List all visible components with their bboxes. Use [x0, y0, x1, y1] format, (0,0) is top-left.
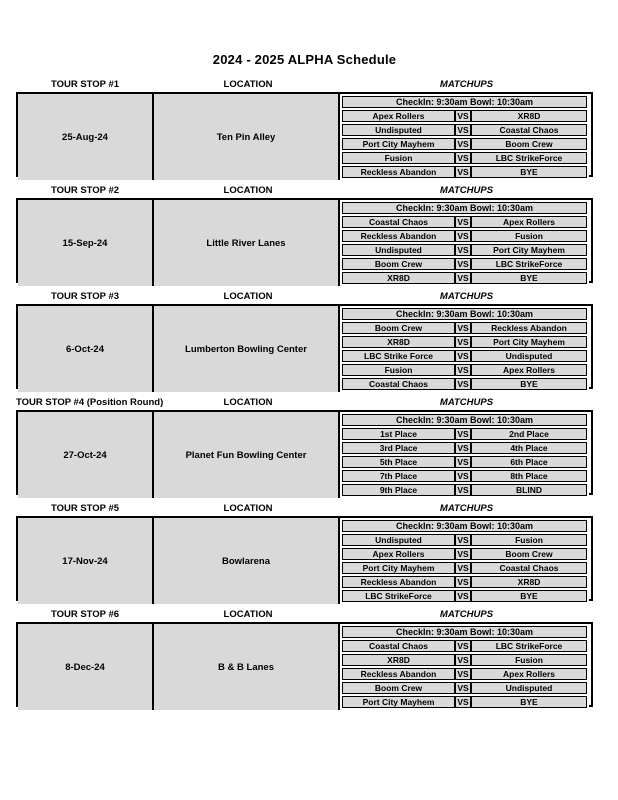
tour-stop-label: TOUR STOP #5 — [50, 503, 120, 514]
team-left-cell: 3rd Place — [342, 442, 455, 454]
vs-cell: VS — [455, 456, 471, 468]
matchup-row — [342, 166, 587, 178]
team-right-cell: Fusion — [471, 534, 587, 546]
matchup-row — [342, 110, 587, 122]
matchup-row — [342, 668, 587, 680]
date-cell: 8-Dec-24 — [18, 624, 154, 710]
team-left-cell: XR8D — [342, 272, 455, 284]
matchup-row — [342, 442, 587, 454]
matchup-row — [342, 322, 587, 334]
vs-cell: VS — [455, 378, 471, 390]
team-left-cell: Coastal Chaos — [342, 640, 455, 652]
vs-cell: VS — [455, 322, 471, 334]
team-left-cell: Fusion — [342, 152, 455, 164]
vs-cell: VS — [455, 484, 471, 496]
checkin-cell: CheckIn: 9:30am Bowl: 10:30am — [342, 520, 587, 532]
team-left-cell: Undisputed — [342, 244, 455, 256]
date-cell: 6-Oct-24 — [18, 306, 154, 392]
vs-cell: VS — [455, 534, 471, 546]
date-cell: 27-Oct-24 — [18, 412, 154, 498]
matchup-row — [342, 590, 587, 602]
block-header-row — [16, 609, 593, 620]
location-cell: Bowlarena — [154, 518, 340, 604]
matchup-row — [342, 654, 587, 666]
tour-stop-table — [16, 410, 593, 495]
matchups-table — [340, 412, 589, 498]
team-left-cell: Apex Rollers — [342, 110, 455, 122]
team-right-cell: Coastal Chaos — [471, 124, 587, 136]
matchup-row — [342, 428, 587, 440]
date-cell: 17-Nov-24 — [18, 518, 154, 604]
team-left-cell: Reckless Abandon — [342, 166, 455, 178]
team-right-cell: Undisputed — [471, 682, 587, 694]
team-right-cell: XR8D — [471, 576, 587, 588]
team-left-cell: Boom Crew — [342, 258, 455, 270]
matchup-row — [342, 152, 587, 164]
matchup-row — [342, 216, 587, 228]
matchups-table — [340, 518, 589, 604]
matchup-row — [342, 484, 587, 496]
tour-stop-label: TOUR STOP #2 — [50, 185, 120, 196]
matchup-row — [342, 682, 587, 694]
matchup-row — [342, 138, 587, 150]
tour-stop-table — [16, 622, 593, 707]
checkin-row — [342, 202, 587, 214]
team-left-cell: Undisputed — [342, 534, 455, 546]
location-header: LOCATION — [223, 291, 273, 302]
matchup-row — [342, 336, 587, 348]
team-right-cell: Reckless Abandon — [471, 322, 587, 334]
team-right-cell: LBC StrikeForce — [471, 152, 587, 164]
tour-stop-block — [16, 609, 593, 707]
team-left-cell: Boom Crew — [342, 682, 455, 694]
team-left-cell: Port City Mayhem — [342, 696, 455, 708]
tour-stop-label: TOUR STOP #6 — [50, 609, 120, 620]
vs-cell: VS — [455, 428, 471, 440]
checkin-cell: CheckIn: 9:30am Bowl: 10:30am — [342, 626, 587, 638]
team-left-cell: Coastal Chaos — [342, 378, 455, 390]
location-header: LOCATION — [223, 609, 273, 620]
tour-stop-table — [16, 304, 593, 389]
matchups-header: MATCHUPS — [439, 397, 494, 408]
location-cell: Lumberton Bowling Center — [154, 306, 340, 392]
vs-cell: VS — [455, 272, 471, 284]
vs-cell: VS — [455, 350, 471, 362]
location-cell: B & B Lanes — [154, 624, 340, 710]
vs-cell: VS — [455, 138, 471, 150]
schedule-page — [16, 0, 593, 707]
location-header: LOCATION — [223, 79, 273, 90]
vs-cell: VS — [455, 216, 471, 228]
checkin-row — [342, 96, 587, 108]
matchups-header: MATCHUPS — [439, 185, 494, 196]
team-left-cell: 9th Place — [342, 484, 455, 496]
team-right-cell: Fusion — [471, 230, 587, 242]
matchup-row — [342, 696, 587, 708]
tour-stop-label: TOUR STOP #1 — [50, 79, 120, 90]
matchup-row — [342, 350, 587, 362]
team-right-cell: Port City Mayhem — [471, 244, 587, 256]
location-cell: Little River Lanes — [154, 200, 340, 286]
location-header: LOCATION — [223, 503, 273, 514]
matchup-row — [342, 576, 587, 588]
tour-stop-block — [16, 291, 593, 389]
team-right-cell: Boom Crew — [471, 138, 587, 150]
team-right-cell: BYE — [471, 272, 587, 284]
checkin-cell: CheckIn: 9:30am Bowl: 10:30am — [342, 414, 587, 426]
team-right-cell: Boom Crew — [471, 548, 587, 560]
vs-cell: VS — [455, 244, 471, 256]
team-left-cell: LBC Strike Force — [342, 350, 455, 362]
team-right-cell: LBC StrikeForce — [471, 640, 587, 652]
team-right-cell: Port City Mayhem — [471, 336, 587, 348]
team-left-cell: Reckless Abandon — [342, 230, 455, 242]
team-right-cell: XR8D — [471, 110, 587, 122]
team-right-cell: BLIND — [471, 484, 587, 496]
team-left-cell: 7th Place — [342, 470, 455, 482]
tour-stop-label: TOUR STOP #4 (Position Round) — [16, 397, 164, 408]
matchup-row — [342, 470, 587, 482]
matchups-header: MATCHUPS — [439, 609, 494, 620]
team-right-cell: BYE — [471, 166, 587, 178]
matchup-row — [342, 562, 587, 574]
vs-cell: VS — [455, 442, 471, 454]
team-right-cell: 2nd Place — [471, 428, 587, 440]
vs-cell: VS — [455, 470, 471, 482]
matchup-row — [342, 258, 587, 270]
matchups-table — [340, 200, 589, 286]
matchup-row — [342, 378, 587, 390]
matchup-row — [342, 272, 587, 284]
team-right-cell: BYE — [471, 696, 587, 708]
checkin-cell: CheckIn: 9:30am Bowl: 10:30am — [342, 202, 587, 214]
location-cell: Planet Fun Bowling Center — [154, 412, 340, 498]
matchups-header: MATCHUPS — [439, 79, 494, 90]
checkin-row — [342, 626, 587, 638]
vs-cell: VS — [455, 258, 471, 270]
matchup-row — [342, 124, 587, 136]
team-right-cell: Apex Rollers — [471, 668, 587, 680]
team-right-cell: BYE — [471, 378, 587, 390]
matchup-row — [342, 548, 587, 560]
block-header-row — [16, 79, 593, 90]
vs-cell: VS — [455, 590, 471, 602]
team-left-cell: XR8D — [342, 654, 455, 666]
tour-stop-table — [16, 198, 593, 283]
vs-cell: VS — [455, 124, 471, 136]
matchup-row — [342, 456, 587, 468]
matchups-table — [340, 94, 589, 180]
schedule-blocks — [16, 79, 593, 707]
tour-stop-block — [16, 79, 593, 177]
block-header-row — [16, 397, 593, 408]
matchups-header: MATCHUPS — [439, 503, 494, 514]
matchups-header: MATCHUPS — [439, 291, 494, 302]
tour-stop-block — [16, 185, 593, 283]
team-left-cell: Coastal Chaos — [342, 216, 455, 228]
block-header-row — [16, 503, 593, 514]
matchup-row — [342, 230, 587, 242]
vs-cell: VS — [455, 110, 471, 122]
vs-cell: VS — [455, 654, 471, 666]
vs-cell: VS — [455, 668, 471, 680]
team-right-cell: 6th Place — [471, 456, 587, 468]
team-left-cell: 1st Place — [342, 428, 455, 440]
tour-stop-block — [16, 503, 593, 601]
team-left-cell: Port City Mayhem — [342, 562, 455, 574]
team-right-cell: Coastal Chaos — [471, 562, 587, 574]
team-left-cell: Apex Rollers — [342, 548, 455, 560]
matchups-table — [340, 306, 589, 392]
tour-stop-block — [16, 397, 593, 495]
location-cell: Ten Pin Alley — [154, 94, 340, 180]
team-left-cell: Boom Crew — [342, 322, 455, 334]
team-left-cell: XR8D — [342, 336, 455, 348]
location-header: LOCATION — [223, 397, 273, 408]
checkin-row — [342, 414, 587, 426]
team-right-cell: Apex Rollers — [471, 216, 587, 228]
team-right-cell: Apex Rollers — [471, 364, 587, 376]
team-left-cell: 5th Place — [342, 456, 455, 468]
tour-stop-label: TOUR STOP #3 — [50, 291, 120, 302]
checkin-cell: CheckIn: 9:30am Bowl: 10:30am — [342, 308, 587, 320]
team-right-cell: Fusion — [471, 654, 587, 666]
team-right-cell: Undisputed — [471, 350, 587, 362]
vs-cell: VS — [455, 230, 471, 242]
matchup-row — [342, 364, 587, 376]
block-header-row — [16, 185, 593, 196]
team-right-cell: BYE — [471, 590, 587, 602]
team-left-cell: Fusion — [342, 364, 455, 376]
team-left-cell: Reckless Abandon — [342, 576, 455, 588]
vs-cell: VS — [455, 166, 471, 178]
block-header-row — [16, 291, 593, 302]
vs-cell: VS — [455, 696, 471, 708]
page-title: 2024 - 2025 ALPHA Schedule — [212, 52, 397, 67]
checkin-row — [342, 308, 587, 320]
matchup-row — [342, 534, 587, 546]
vs-cell: VS — [455, 336, 471, 348]
vs-cell: VS — [455, 152, 471, 164]
checkin-row — [342, 520, 587, 532]
date-cell: 25-Aug-24 — [18, 94, 154, 180]
matchup-row — [342, 244, 587, 256]
matchups-table — [340, 624, 589, 710]
team-right-cell: 8th Place — [471, 470, 587, 482]
team-left-cell: Port City Mayhem — [342, 138, 455, 150]
vs-cell: VS — [455, 682, 471, 694]
team-right-cell: 4th Place — [471, 442, 587, 454]
date-cell: 15-Sep-24 — [18, 200, 154, 286]
tour-stop-table — [16, 516, 593, 601]
vs-cell: VS — [455, 364, 471, 376]
team-right-cell: LBC StrikeForce — [471, 258, 587, 270]
vs-cell: VS — [455, 576, 471, 588]
checkin-cell: CheckIn: 9:30am Bowl: 10:30am — [342, 96, 587, 108]
location-header: LOCATION — [223, 185, 273, 196]
team-left-cell: Reckless Abandon — [342, 668, 455, 680]
team-left-cell: Undisputed — [342, 124, 455, 136]
vs-cell: VS — [455, 562, 471, 574]
tour-stop-table — [16, 92, 593, 177]
team-left-cell: LBC StrikeForce — [342, 590, 455, 602]
vs-cell: VS — [455, 640, 471, 652]
matchup-row — [342, 640, 587, 652]
vs-cell: VS — [455, 548, 471, 560]
